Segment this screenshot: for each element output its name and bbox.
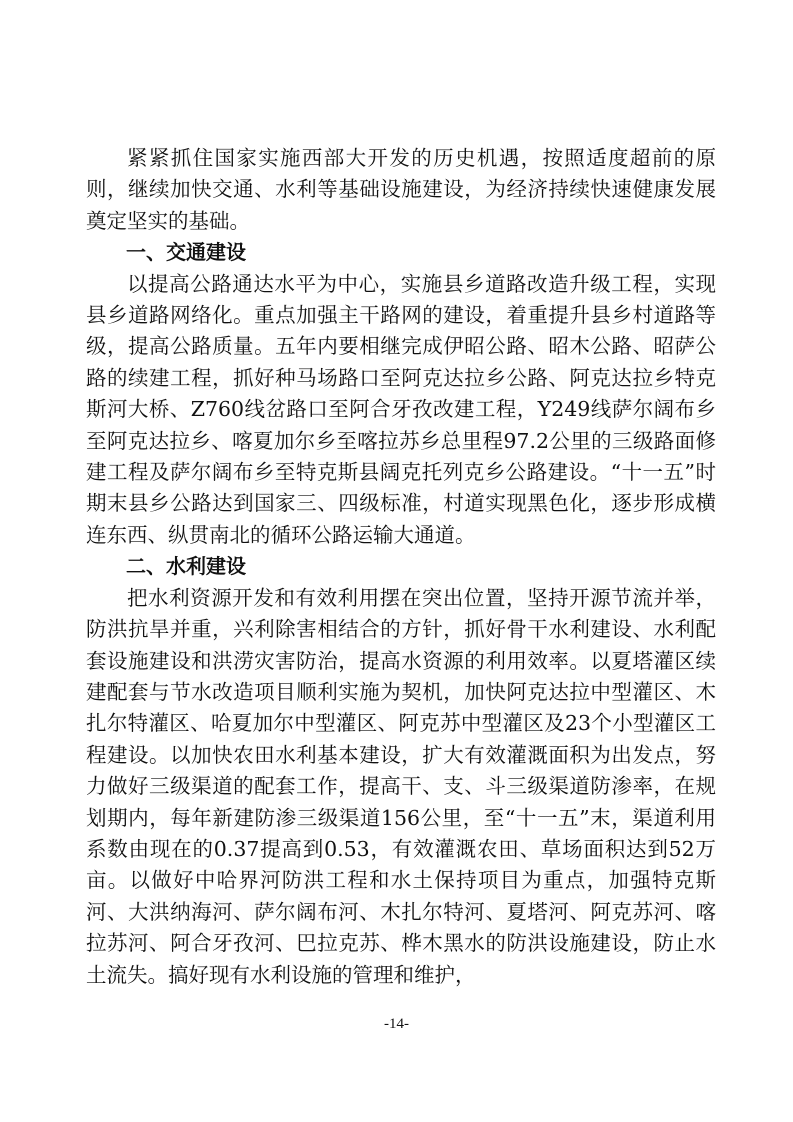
section-body-transport: 以提高公路通达水平为中心，实施县乡道路改造升级工程，实现县乡道路网络化。重点加强主干路网的建设，着重提升县乡村道路等级，提高公路质量。五年内要相继完成伊昭公路、昭木公路、昭萨公路的续建工程，抓好种马场路口至阿克达拉乡公路、阿克达拉乡特克斯河大桥、Z760线岔路口至阿合牙孜改建工程，Y249线萨尔阔布乡至阿克达拉乡、喀夏加尔乡至喀拉苏乡总里程97.2公里的三级路面修建工程及萨尔阔布乡至特克斯县阔克托列克乡公路建设。“十一五”时期末县乡公路达到国家三、四级标准，村道实现黑色化，逐步形成横连东西、纵贯南北的循环公路运输大通道。 [86, 271, 716, 547]
section-body-water: 把水利资源开发和有效利用摆在突出位置，坚持开源节流并举，防洪抗旱并重，兴利除害相结合的方针，抓好骨干水利建设、水利配套设施建设和洪涝灾害防治，提高水资源的利用效率。以夏塔灌区续建配套与节水改造项目顺利实施为契机，加快阿克达拉中型灌区、木扎尔特灌区、哈夏加尔中型灌区、阿克苏中型灌区及23个小型灌区工程建设。以加快农田水利基本建设，扩大有效灌溉面积为出发点，努力做好三级渠道的配套工作，提高干、支、斗三级渠道防渗率，在规划期内，每年新建防渗三级渠道156公里，至“十一五”末，渠道利用系数由现在的0.37提高到0.53，有效灌溉农田、草场面积达到52万亩。以做好中哈界河防洪工程和水土保持项目为重点，加强特克斯河、大洪纳海河、萨尔阔布河、木扎尔特河、夏塔河、阿克苏河、喀拉苏河、阿合牙孜河、巴拉克苏、桦木黑水的防洪设施建设，防止水土流失。搞好现有水利设施的管理和维护， [86, 585, 716, 987]
section-heading-transport: 一、交通建设 [126, 240, 246, 265]
section-heading-water: 二、水利建设 [126, 554, 246, 579]
page-number: -14- [384, 1016, 409, 1032]
intro-paragraph: 紧紧抓住国家实施西部大开发的历史机遇，按照适度超前的原则，继续加快交通、水利等基础设施建设，为经济持续快速健康发展奠定坚实的基础。 [86, 146, 716, 233]
document-body [86, 143, 716, 991]
